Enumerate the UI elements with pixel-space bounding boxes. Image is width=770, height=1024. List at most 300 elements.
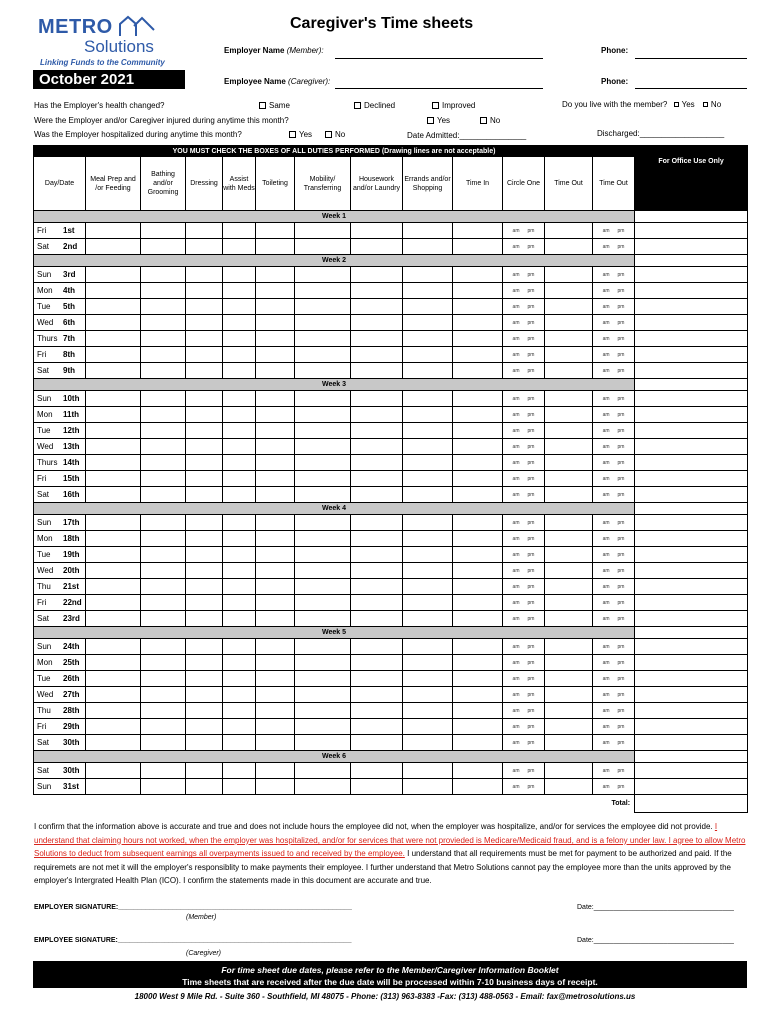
duty-checkbox-cell[interactable] xyxy=(403,471,453,487)
duty-checkbox-cell[interactable] xyxy=(545,703,593,719)
am-pm-selector[interactable] xyxy=(593,639,635,655)
duty-checkbox-cell[interactable] xyxy=(186,455,223,471)
employer-date-field[interactable]: Date:____________________________________ xyxy=(577,904,734,911)
duty-checkbox-cell[interactable] xyxy=(351,655,403,671)
am-label[interactable]: am xyxy=(602,767,610,774)
duty-checkbox-cell[interactable] xyxy=(295,223,351,239)
pm-label[interactable]: pm xyxy=(527,427,535,434)
duty-checkbox-cell[interactable] xyxy=(223,611,256,627)
pm-label[interactable]: pm xyxy=(617,767,625,774)
duty-checkbox-cell[interactable] xyxy=(403,779,453,795)
duty-checkbox-cell[interactable] xyxy=(256,267,295,283)
duty-checkbox-cell[interactable] xyxy=(141,315,186,331)
duty-checkbox-cell[interactable] xyxy=(545,299,593,315)
duty-checkbox-cell[interactable] xyxy=(256,391,295,407)
am-pm-selector[interactable] xyxy=(593,595,635,611)
duty-checkbox-cell[interactable] xyxy=(403,455,453,471)
am-label[interactable]: am xyxy=(512,351,520,358)
duty-checkbox-cell[interactable] xyxy=(141,595,186,611)
am-label[interactable]: am xyxy=(512,243,520,250)
duty-checkbox-cell[interactable] xyxy=(453,407,503,423)
am-label[interactable]: am xyxy=(602,319,610,326)
duty-checkbox-cell[interactable] xyxy=(141,671,186,687)
duty-checkbox-cell[interactable] xyxy=(453,331,503,347)
duty-checkbox-cell[interactable] xyxy=(545,611,593,627)
duty-checkbox-cell[interactable] xyxy=(403,703,453,719)
duty-checkbox-cell[interactable] xyxy=(86,407,141,423)
am-label[interactable]: am xyxy=(602,615,610,622)
am-pm-selector[interactable] xyxy=(503,423,545,439)
pm-label[interactable]: pm xyxy=(527,615,535,622)
duty-checkbox-cell[interactable] xyxy=(223,283,256,299)
am-label[interactable]: am xyxy=(602,535,610,542)
duty-checkbox-cell[interactable] xyxy=(256,487,295,503)
duty-checkbox-cell[interactable] xyxy=(545,655,593,671)
duty-checkbox-cell[interactable] xyxy=(141,531,186,547)
duty-checkbox-cell[interactable] xyxy=(256,283,295,299)
duty-checkbox-cell[interactable] xyxy=(186,471,223,487)
duty-checkbox-cell[interactable] xyxy=(403,611,453,627)
duty-checkbox-cell[interactable] xyxy=(186,611,223,627)
am-label[interactable]: am xyxy=(602,443,610,450)
pm-label[interactable]: pm xyxy=(527,367,535,374)
duty-checkbox-cell[interactable] xyxy=(86,315,141,331)
am-pm-selector[interactable] xyxy=(503,331,545,347)
am-pm-selector[interactable] xyxy=(593,331,635,347)
pm-label[interactable]: pm xyxy=(527,599,535,606)
duty-checkbox-cell[interactable] xyxy=(453,639,503,655)
am-label[interactable]: am xyxy=(512,567,520,574)
duty-checkbox-cell[interactable] xyxy=(223,655,256,671)
am-pm-selector[interactable] xyxy=(503,487,545,503)
pm-label[interactable]: pm xyxy=(617,335,625,342)
duty-checkbox-cell[interactable] xyxy=(351,423,403,439)
duty-checkbox-cell[interactable] xyxy=(141,735,186,751)
pm-label[interactable]: pm xyxy=(527,287,535,294)
duty-checkbox-cell[interactable] xyxy=(403,515,453,531)
am-pm-selector[interactable] xyxy=(503,455,545,471)
am-pm-selector[interactable] xyxy=(503,719,545,735)
duty-checkbox-cell[interactable] xyxy=(186,267,223,283)
am-label[interactable]: am xyxy=(512,723,520,730)
pm-label[interactable]: pm xyxy=(617,395,625,402)
duty-checkbox-cell[interactable] xyxy=(295,239,351,255)
duty-checkbox-cell[interactable] xyxy=(86,239,141,255)
duty-checkbox-cell[interactable] xyxy=(186,347,223,363)
pm-label[interactable]: pm xyxy=(617,567,625,574)
duty-checkbox-cell[interactable] xyxy=(256,239,295,255)
duty-checkbox-cell[interactable] xyxy=(351,671,403,687)
duty-checkbox-cell[interactable] xyxy=(86,223,141,239)
am-pm-selector[interactable] xyxy=(593,439,635,455)
duty-checkbox-cell[interactable] xyxy=(223,423,256,439)
duty-checkbox-cell[interactable] xyxy=(223,531,256,547)
am-pm-selector[interactable] xyxy=(503,439,545,455)
duty-checkbox-cell[interactable] xyxy=(545,763,593,779)
duty-checkbox-cell[interactable] xyxy=(186,315,223,331)
duty-checkbox-cell[interactable] xyxy=(453,267,503,283)
duty-checkbox-cell[interactable] xyxy=(403,639,453,655)
duty-checkbox-cell[interactable] xyxy=(141,639,186,655)
duty-checkbox-cell[interactable] xyxy=(403,299,453,315)
duty-checkbox-cell[interactable] xyxy=(141,487,186,503)
pm-label[interactable]: pm xyxy=(617,459,625,466)
pm-label[interactable]: pm xyxy=(527,335,535,342)
employee-signature-field[interactable]: EMPLOYEE SIGNATURE:____________________________________________________________ xyxy=(34,937,352,944)
am-label[interactable]: am xyxy=(512,303,520,310)
pm-label[interactable]: pm xyxy=(527,783,535,790)
duty-checkbox-cell[interactable] xyxy=(256,515,295,531)
duty-checkbox-cell[interactable] xyxy=(186,439,223,455)
duty-checkbox-cell[interactable] xyxy=(256,331,295,347)
duty-checkbox-cell[interactable] xyxy=(545,267,593,283)
employee-date-field[interactable]: Date:____________________________________ xyxy=(577,937,734,944)
duty-checkbox-cell[interactable] xyxy=(545,407,593,423)
duty-checkbox-cell[interactable] xyxy=(295,391,351,407)
pm-label[interactable]: pm xyxy=(527,319,535,326)
duty-checkbox-cell[interactable] xyxy=(141,455,186,471)
duty-checkbox-cell[interactable] xyxy=(545,283,593,299)
duty-checkbox-cell[interactable] xyxy=(223,439,256,455)
am-pm-selector[interactable] xyxy=(593,347,635,363)
am-label[interactable]: am xyxy=(512,535,520,542)
am-pm-selector[interactable] xyxy=(593,671,635,687)
duty-checkbox-cell[interactable] xyxy=(403,391,453,407)
duty-checkbox-cell[interactable] xyxy=(86,531,141,547)
duty-checkbox-cell[interactable] xyxy=(545,639,593,655)
duty-checkbox-cell[interactable] xyxy=(86,347,141,363)
am-label[interactable]: am xyxy=(602,395,610,402)
duty-checkbox-cell[interactable] xyxy=(186,735,223,751)
pm-label[interactable]: pm xyxy=(527,707,535,714)
duty-checkbox-cell[interactable] xyxy=(351,315,403,331)
duty-checkbox-cell[interactable] xyxy=(453,471,503,487)
duty-checkbox-cell[interactable] xyxy=(256,455,295,471)
am-pm-selector[interactable] xyxy=(503,547,545,563)
duty-checkbox-cell[interactable] xyxy=(403,531,453,547)
duty-checkbox-cell[interactable] xyxy=(403,655,453,671)
am-pm-selector[interactable] xyxy=(503,735,545,751)
duty-checkbox-cell[interactable] xyxy=(86,703,141,719)
am-label[interactable]: am xyxy=(602,783,610,790)
duty-checkbox-cell[interactable] xyxy=(223,363,256,379)
duty-checkbox-cell[interactable] xyxy=(545,579,593,595)
duty-checkbox-cell[interactable] xyxy=(256,595,295,611)
duty-checkbox-cell[interactable] xyxy=(141,423,186,439)
checkbox[interactable] xyxy=(325,131,332,138)
duty-checkbox-cell[interactable] xyxy=(86,455,141,471)
am-pm-selector[interactable] xyxy=(503,267,545,283)
am-label[interactable]: am xyxy=(602,723,610,730)
duty-checkbox-cell[interactable] xyxy=(295,735,351,751)
duty-checkbox-cell[interactable] xyxy=(223,239,256,255)
am-label[interactable]: am xyxy=(602,739,610,746)
am-pm-selector[interactable] xyxy=(593,687,635,703)
pm-label[interactable]: pm xyxy=(617,599,625,606)
duty-checkbox-cell[interactable] xyxy=(86,611,141,627)
pm-label[interactable]: pm xyxy=(617,519,625,526)
duty-checkbox-cell[interactable] xyxy=(256,423,295,439)
duty-checkbox-cell[interactable] xyxy=(295,639,351,655)
am-pm-selector[interactable] xyxy=(503,563,545,579)
am-pm-selector[interactable] xyxy=(503,671,545,687)
duty-checkbox-cell[interactable] xyxy=(403,439,453,455)
pm-label[interactable]: pm xyxy=(617,243,625,250)
duty-checkbox-cell[interactable] xyxy=(223,579,256,595)
duty-checkbox-cell[interactable] xyxy=(141,703,186,719)
duty-checkbox-cell[interactable] xyxy=(351,223,403,239)
duty-checkbox-cell[interactable] xyxy=(295,315,351,331)
am-pm-selector[interactable] xyxy=(503,515,545,531)
duty-checkbox-cell[interactable] xyxy=(545,347,593,363)
pm-label[interactable]: pm xyxy=(527,583,535,590)
am-label[interactable]: am xyxy=(512,335,520,342)
checkbox[interactable] xyxy=(674,102,679,107)
duty-checkbox-cell[interactable] xyxy=(545,439,593,455)
duty-checkbox-cell[interactable] xyxy=(453,595,503,611)
am-pm-selector[interactable] xyxy=(593,719,635,735)
duty-checkbox-cell[interactable] xyxy=(351,687,403,703)
am-pm-selector[interactable] xyxy=(503,391,545,407)
am-label[interactable]: am xyxy=(602,227,610,234)
duty-checkbox-cell[interactable] xyxy=(545,531,593,547)
am-label[interactable]: am xyxy=(512,583,520,590)
duty-checkbox-cell[interactable] xyxy=(295,547,351,563)
duty-checkbox-cell[interactable] xyxy=(141,267,186,283)
am-label[interactable]: am xyxy=(602,691,610,698)
am-label[interactable]: am xyxy=(512,659,520,666)
pm-label[interactable]: pm xyxy=(527,243,535,250)
am-pm-selector[interactable] xyxy=(503,239,545,255)
am-pm-selector[interactable] xyxy=(503,299,545,315)
duty-checkbox-cell[interactable] xyxy=(453,719,503,735)
duty-checkbox-cell[interactable] xyxy=(186,779,223,795)
duty-checkbox-cell[interactable] xyxy=(186,531,223,547)
am-label[interactable]: am xyxy=(602,491,610,498)
am-pm-selector[interactable] xyxy=(593,455,635,471)
duty-checkbox-cell[interactable] xyxy=(223,515,256,531)
am-label[interactable]: am xyxy=(602,335,610,342)
duty-checkbox-cell[interactable] xyxy=(295,595,351,611)
am-pm-selector[interactable] xyxy=(593,407,635,423)
pm-label[interactable]: pm xyxy=(617,491,625,498)
duty-checkbox-cell[interactable] xyxy=(256,639,295,655)
duty-checkbox-cell[interactable] xyxy=(295,563,351,579)
duty-checkbox-cell[interactable] xyxy=(86,719,141,735)
am-pm-selector[interactable] xyxy=(593,515,635,531)
duty-checkbox-cell[interactable] xyxy=(453,439,503,455)
pm-label[interactable]: pm xyxy=(617,551,625,558)
pm-label[interactable]: pm xyxy=(527,739,535,746)
duty-checkbox-cell[interactable] xyxy=(453,779,503,795)
duty-checkbox-cell[interactable] xyxy=(256,531,295,547)
pm-label[interactable]: pm xyxy=(617,427,625,434)
pm-label[interactable]: pm xyxy=(617,739,625,746)
duty-checkbox-cell[interactable] xyxy=(223,735,256,751)
duty-checkbox-cell[interactable] xyxy=(351,283,403,299)
duty-checkbox-cell[interactable] xyxy=(256,299,295,315)
duty-checkbox-cell[interactable] xyxy=(351,439,403,455)
duty-checkbox-cell[interactable] xyxy=(86,423,141,439)
am-pm-selector[interactable] xyxy=(503,315,545,331)
duty-checkbox-cell[interactable] xyxy=(141,223,186,239)
duty-checkbox-cell[interactable] xyxy=(86,779,141,795)
am-label[interactable]: am xyxy=(512,767,520,774)
duty-checkbox-cell[interactable] xyxy=(256,671,295,687)
checkbox[interactable] xyxy=(259,102,266,109)
duty-checkbox-cell[interactable] xyxy=(86,735,141,751)
duty-checkbox-cell[interactable] xyxy=(545,363,593,379)
duty-checkbox-cell[interactable] xyxy=(256,763,295,779)
duty-checkbox-cell[interactable] xyxy=(295,671,351,687)
pm-label[interactable]: pm xyxy=(527,659,535,666)
duty-checkbox-cell[interactable] xyxy=(86,595,141,611)
duty-checkbox-cell[interactable] xyxy=(223,299,256,315)
am-label[interactable]: am xyxy=(512,459,520,466)
duty-checkbox-cell[interactable] xyxy=(351,267,403,283)
duty-checkbox-cell[interactable] xyxy=(545,423,593,439)
pm-label[interactable]: pm xyxy=(527,351,535,358)
injured-yes[interactable]: Yes xyxy=(427,116,450,125)
pm-label[interactable]: pm xyxy=(527,691,535,698)
am-label[interactable]: am xyxy=(602,351,610,358)
am-pm-selector[interactable] xyxy=(593,703,635,719)
am-pm-selector[interactable] xyxy=(503,611,545,627)
duty-checkbox-cell[interactable] xyxy=(295,471,351,487)
am-pm-selector[interactable] xyxy=(593,363,635,379)
am-label[interactable]: am xyxy=(512,691,520,698)
duty-checkbox-cell[interactable] xyxy=(453,531,503,547)
am-label[interactable]: am xyxy=(512,615,520,622)
duty-checkbox-cell[interactable] xyxy=(403,487,453,503)
pm-label[interactable]: pm xyxy=(617,783,625,790)
duty-checkbox-cell[interactable] xyxy=(403,719,453,735)
am-pm-selector[interactable] xyxy=(503,595,545,611)
am-label[interactable]: am xyxy=(602,427,610,434)
employee-name-field[interactable] xyxy=(335,88,543,89)
pm-label[interactable]: pm xyxy=(527,459,535,466)
am-pm-selector[interactable] xyxy=(503,655,545,671)
am-pm-selector[interactable] xyxy=(593,531,635,547)
duty-checkbox-cell[interactable] xyxy=(256,687,295,703)
duty-checkbox-cell[interactable] xyxy=(186,331,223,347)
pm-label[interactable]: pm xyxy=(527,767,535,774)
pm-label[interactable]: pm xyxy=(617,615,625,622)
duty-checkbox-cell[interactable] xyxy=(545,487,593,503)
duty-checkbox-cell[interactable] xyxy=(453,703,503,719)
pm-label[interactable]: pm xyxy=(617,319,625,326)
pm-label[interactable]: pm xyxy=(527,443,535,450)
checkbox[interactable] xyxy=(432,102,439,109)
am-pm-selector[interactable] xyxy=(503,347,545,363)
duty-checkbox-cell[interactable] xyxy=(256,347,295,363)
checkbox[interactable] xyxy=(354,102,361,109)
duty-checkbox-cell[interactable] xyxy=(351,455,403,471)
duty-checkbox-cell[interactable] xyxy=(141,439,186,455)
duty-checkbox-cell[interactable] xyxy=(256,719,295,735)
duty-checkbox-cell[interactable] xyxy=(351,487,403,503)
duty-checkbox-cell[interactable] xyxy=(545,455,593,471)
am-pm-selector[interactable] xyxy=(593,267,635,283)
am-label[interactable]: am xyxy=(602,367,610,374)
am-pm-selector[interactable] xyxy=(593,735,635,751)
duty-checkbox-cell[interactable] xyxy=(295,487,351,503)
am-pm-selector[interactable] xyxy=(593,223,635,239)
pm-label[interactable]: pm xyxy=(617,675,625,682)
duty-checkbox-cell[interactable] xyxy=(256,315,295,331)
am-label[interactable]: am xyxy=(512,443,520,450)
duty-checkbox-cell[interactable] xyxy=(453,347,503,363)
duty-checkbox-cell[interactable] xyxy=(256,547,295,563)
duty-checkbox-cell[interactable] xyxy=(351,547,403,563)
pm-label[interactable]: pm xyxy=(617,351,625,358)
duty-checkbox-cell[interactable] xyxy=(351,719,403,735)
duty-checkbox-cell[interactable] xyxy=(453,735,503,751)
duty-checkbox-cell[interactable] xyxy=(351,639,403,655)
duty-checkbox-cell[interactable] xyxy=(351,363,403,379)
duty-checkbox-cell[interactable] xyxy=(223,671,256,687)
duty-checkbox-cell[interactable] xyxy=(453,487,503,503)
duty-checkbox-cell[interactable] xyxy=(453,655,503,671)
am-pm-selector[interactable] xyxy=(593,779,635,795)
duty-checkbox-cell[interactable] xyxy=(223,763,256,779)
pm-label[interactable]: pm xyxy=(617,583,625,590)
pm-label[interactable]: pm xyxy=(527,551,535,558)
duty-checkbox-cell[interactable] xyxy=(86,655,141,671)
duty-checkbox-cell[interactable] xyxy=(403,407,453,423)
pm-label[interactable]: pm xyxy=(527,567,535,574)
duty-checkbox-cell[interactable] xyxy=(141,299,186,315)
duty-checkbox-cell[interactable] xyxy=(295,283,351,299)
duty-checkbox-cell[interactable] xyxy=(453,455,503,471)
am-pm-selector[interactable] xyxy=(593,239,635,255)
duty-checkbox-cell[interactable] xyxy=(403,595,453,611)
duty-checkbox-cell[interactable] xyxy=(86,331,141,347)
am-label[interactable]: am xyxy=(512,599,520,606)
duty-checkbox-cell[interactable] xyxy=(545,719,593,735)
pm-label[interactable]: pm xyxy=(527,643,535,650)
duty-checkbox-cell[interactable] xyxy=(141,719,186,735)
duty-checkbox-cell[interactable] xyxy=(403,763,453,779)
duty-checkbox-cell[interactable] xyxy=(295,347,351,363)
duty-checkbox-cell[interactable] xyxy=(186,515,223,531)
duty-checkbox-cell[interactable] xyxy=(453,363,503,379)
am-label[interactable]: am xyxy=(512,227,520,234)
duty-checkbox-cell[interactable] xyxy=(86,547,141,563)
duty-checkbox-cell[interactable] xyxy=(256,363,295,379)
am-label[interactable]: am xyxy=(602,567,610,574)
am-pm-selector[interactable] xyxy=(503,639,545,655)
duty-checkbox-cell[interactable] xyxy=(86,391,141,407)
duty-checkbox-cell[interactable] xyxy=(453,763,503,779)
am-label[interactable]: am xyxy=(512,287,520,294)
duty-checkbox-cell[interactable] xyxy=(256,579,295,595)
am-pm-selector[interactable] xyxy=(503,531,545,547)
duty-checkbox-cell[interactable] xyxy=(223,347,256,363)
duty-checkbox-cell[interactable] xyxy=(351,471,403,487)
duty-checkbox-cell[interactable] xyxy=(295,531,351,547)
duty-checkbox-cell[interactable] xyxy=(545,735,593,751)
pm-label[interactable]: pm xyxy=(527,227,535,234)
pm-label[interactable]: pm xyxy=(617,287,625,294)
am-pm-selector[interactable] xyxy=(593,487,635,503)
duty-checkbox-cell[interactable] xyxy=(403,223,453,239)
hospital-no[interactable]: No xyxy=(325,130,345,139)
checkbox[interactable] xyxy=(480,117,487,124)
duty-checkbox-cell[interactable] xyxy=(186,655,223,671)
am-pm-selector[interactable] xyxy=(503,763,545,779)
duty-checkbox-cell[interactable] xyxy=(295,515,351,531)
